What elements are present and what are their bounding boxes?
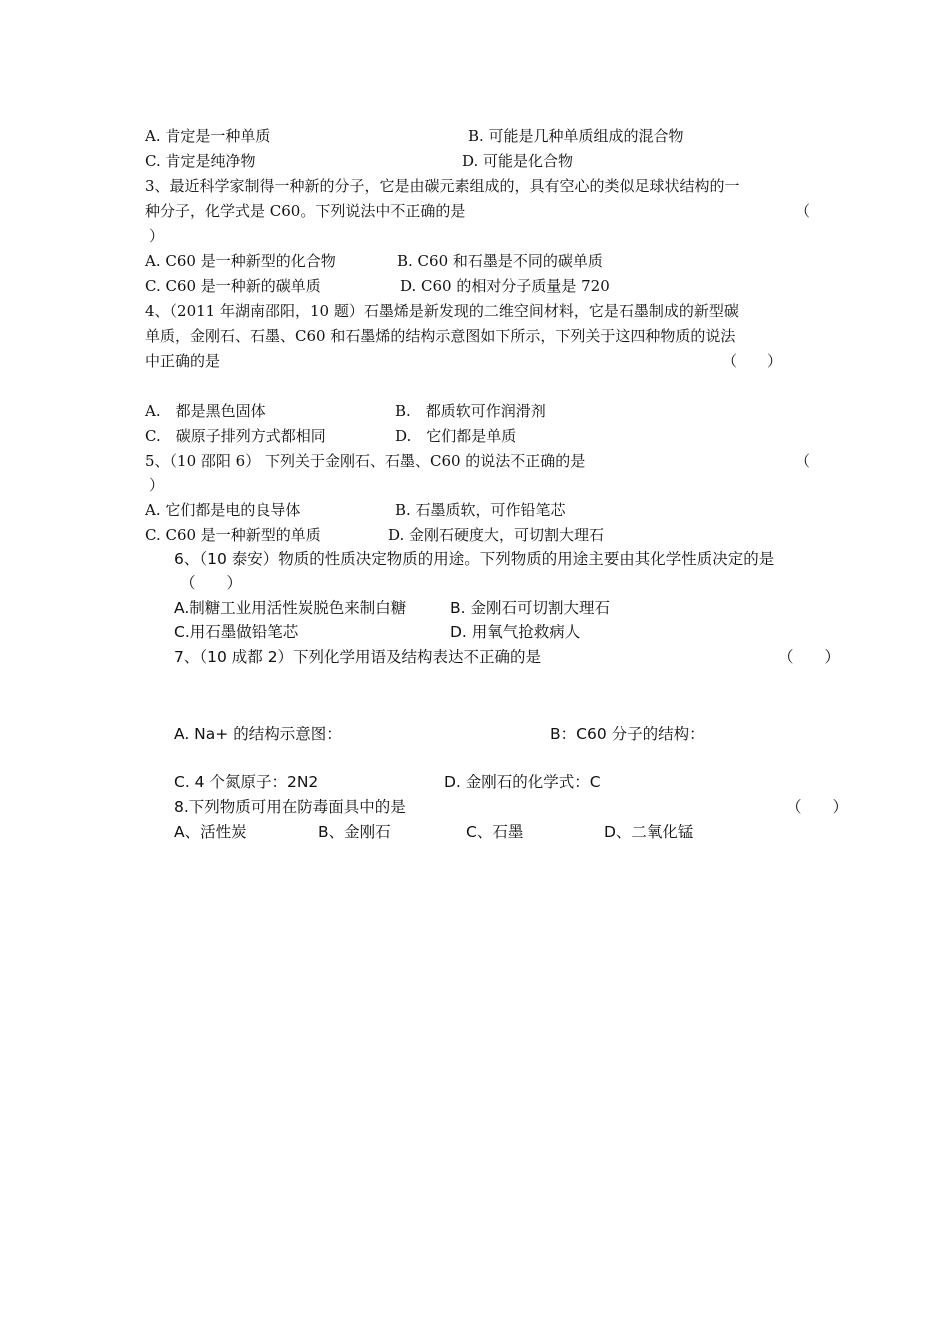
q8-option-d: D、二氧化锰 [604,823,694,841]
q4-option-d: D. 它们都是单质 [395,427,517,445]
q7-answer-paren: （ ） [778,648,841,666]
q2-option-b: B. 可能是几种单质组成的混合物 [468,127,684,145]
q5-answer-paren-open: （ [795,452,811,470]
q7-stem: 7、（10 成都 2）下列化学用语及结构表达不正确的是 [174,648,542,666]
q8-option-c: C、石墨 [466,823,524,841]
q8-answer-paren: （ ） [786,798,849,816]
q8-option-b: B、金刚石 [318,823,391,841]
q3-option-a: A. C60 是一种新型的化合物 [145,252,336,270]
q4-stem-line-1: 4、（2011 年湖南邵阳，10 题）石墨烯是新发现的二维空间材料，它是石墨制成的新型碳 [145,302,739,320]
q2-option-c: C. 肯定是纯净物 [145,152,256,170]
q8-stem: 8.下列物质可用在防毒面具中的是 [174,798,406,816]
q3-option-b: B. C60 和石墨是不同的碳单质 [397,252,603,270]
q4-stem-line-2: 单质，金刚石、石墨、C60 和石墨烯的结构示意图如下所示，下列关于这四种物质的说法 [145,327,736,345]
q3-option-d: D. C60 的相对分子质量是 720 [400,277,610,295]
q3-answer-paren-close: ） [149,227,165,245]
q3-stem-line-1: 3、最近科学家制得一种新的分子，它是由碳元素组成的，具有空心的类似足球状结构的一 [145,177,740,195]
q2-option-a: A. 肯定是一种单质 [145,127,271,145]
q5-option-c: C. C60 是一种新型的单质 [145,526,321,544]
q6-stem: 6、（10 泰安）物质的性质决定物质的用途。下列物质的用途主要由其化学性质决定的是 [174,550,775,568]
q3-answer-paren-open: （ [795,202,811,220]
q5-option-a: A. 它们都是电的良导体 [145,501,301,519]
q6-option-d: D. 用氧气抢救病人 [450,623,581,641]
q3-option-c: C. C60 是一种新的碳单质 [145,277,321,295]
q7-option-d: D. 金刚石的化学式：C [444,773,601,791]
q6-option-c: C.用石墨做铅笔芯 [174,623,299,641]
q4-option-b: B. 都质软可作润滑剂 [395,402,546,420]
q5-option-b: B. 石墨质软，可作铅笔芯 [395,501,566,519]
q5-option-d: D. 金刚石硬度大，可切割大理石 [388,526,605,544]
q6-answer-paren: （ ） [180,574,243,592]
q4-stem-line-3: 中正确的是 [145,352,221,370]
q6-option-a: A.制糖工业用活性炭脱色来制白糖 [174,599,407,617]
q5-answer-paren-close: ） [149,476,165,494]
q4-answer-paren: （ ） [722,352,783,370]
q3-stem-line-2: 种分子，化学式是 C60。下列说法中不正确的是 [145,202,466,220]
q5-stem: 5、（10 邵阳 6） 下列关于金刚石、石墨、C60 的说法不正确的是 [145,452,586,470]
q4-option-c: C. 碳原子排列方式都相同 [145,427,326,445]
q7-option-c: C. 4 个氮原子：2N2 [174,773,319,791]
q8-option-a: A、活性炭 [174,823,247,841]
q7-option-a: A. Na+ 的结构示意图： [174,725,342,743]
q2-option-d: D. 可能是化合物 [462,152,574,170]
q6-option-b: B. 金刚石可切割大理石 [450,599,610,617]
q7-option-b: B：C60 分子的结构： [550,725,705,743]
q4-option-a: A. 都是黑色固体 [145,402,266,420]
